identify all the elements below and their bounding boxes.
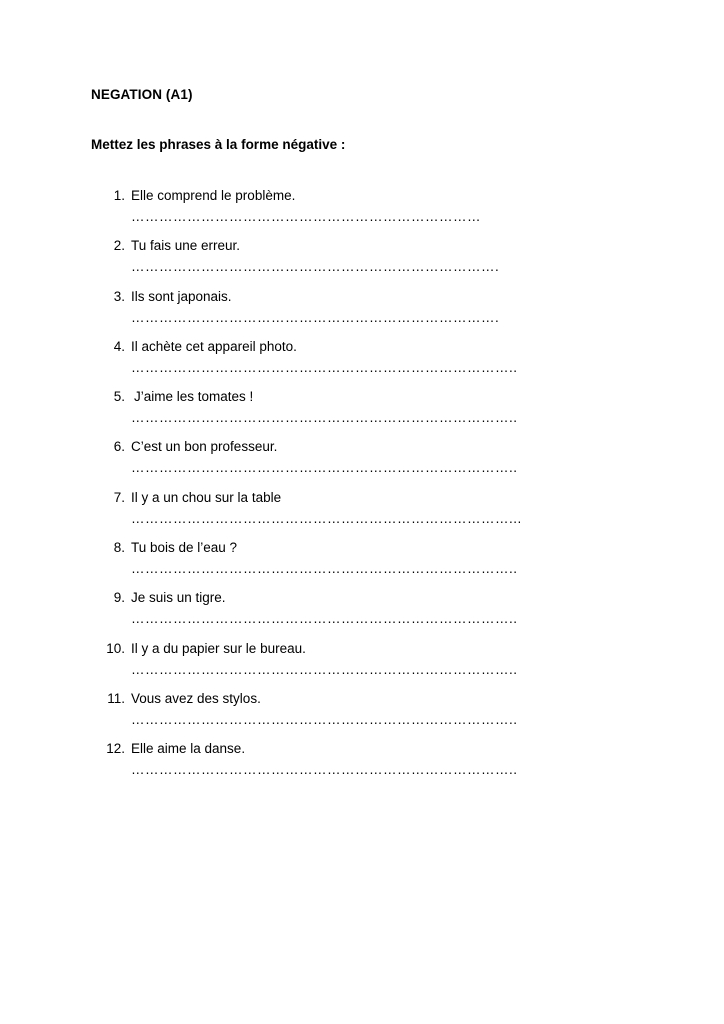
item-sentence: Il y a un chou sur la table [131, 489, 282, 505]
item-number: 8. [113, 540, 125, 556]
item-number: 12. [106, 741, 125, 757]
answer-line[interactable]: ……………………………………………………………………….. [131, 762, 518, 778]
answer-line[interactable]: ……………………………………………………………………. [131, 259, 500, 275]
item-sentence: Ils sont japonais. [131, 288, 232, 304]
answer-line[interactable]: ……………………………………………………………………….. [131, 611, 518, 627]
item-sentence: Elle comprend le problème. [131, 188, 296, 203]
item-number: 10. [106, 640, 125, 656]
item-sentence: Il y a du papier sur le bureau. [131, 640, 306, 656]
item-sentence: Je suis un tigre. [131, 590, 226, 606]
item-sentence: Tu bois de l’eau ? [131, 540, 238, 556]
item-number: 7. [113, 489, 125, 505]
item-number: 4. [113, 338, 125, 354]
answer-line[interactable]: ………………………………………………………………………... [131, 510, 522, 526]
answer-line[interactable]: ………………………………………………………………… [131, 209, 481, 224]
answer-line[interactable]: ……………………………………………………………………….. [131, 359, 518, 375]
item-number: 1. [113, 188, 125, 203]
item-number: 11. [107, 690, 125, 706]
item-sentence: Vous avez des stylos. [131, 690, 261, 706]
item-sentence: J’aime les tomates ! [134, 389, 254, 405]
answer-line[interactable]: ……………………………………………………………………….. [131, 410, 518, 426]
item-number: 6. [113, 439, 125, 455]
page-title: NEGATION (A1) [91, 87, 193, 102]
answer-line[interactable]: ……………………………………………………………………. [131, 309, 500, 325]
item-number: 9. [113, 590, 125, 606]
answer-line[interactable]: ……………………………………………………………………….. [131, 460, 518, 476]
item-sentence: Elle aime la danse. [131, 741, 246, 757]
item-number: 2. [113, 238, 125, 254]
answer-line[interactable]: ……………………………………………………………………….. [131, 711, 518, 727]
item-sentence: C’est un bon professeur. [131, 439, 278, 455]
instruction-text: Mettez les phrases à la forme négative : [91, 137, 346, 152]
item-number: 5. [113, 389, 125, 405]
item-number: 3. [113, 288, 125, 304]
item-sentence: Tu fais une erreur. [131, 238, 241, 254]
item-sentence: Il achète cet appareil photo. [131, 338, 297, 354]
answer-line[interactable]: ……………………………………………………………………….. [131, 661, 518, 677]
answer-line[interactable]: ……………………………………………………………………….. [131, 561, 518, 577]
